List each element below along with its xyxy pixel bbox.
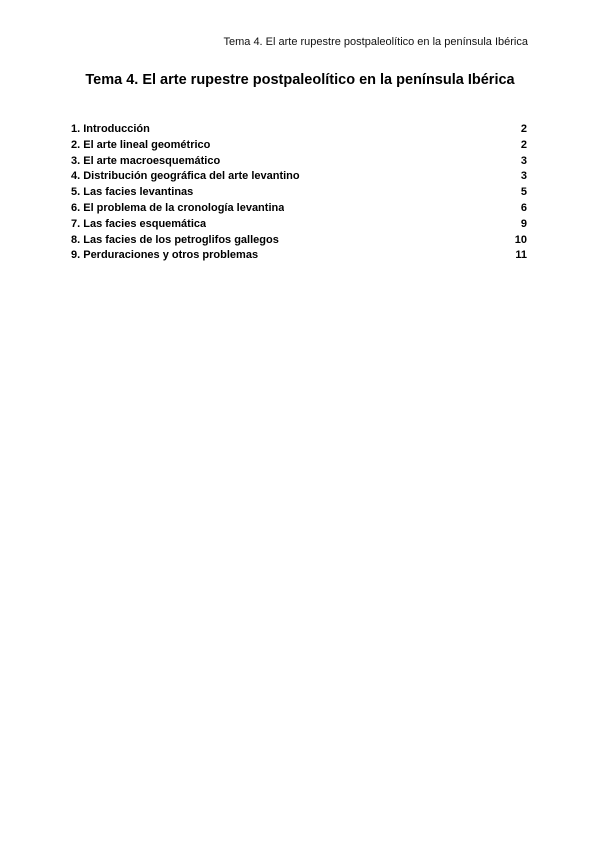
toc-entry-label: 5. Las facies levantinas <box>71 186 194 199</box>
toc-entry-label: 1. Introducción <box>71 123 150 135</box>
toc-entry-label: 9. Perduraciones y otros problemas <box>71 249 259 262</box>
toc-entry-label: 7. Las facies esquemática <box>71 217 207 230</box>
page-title: Tema 4. El arte rupestre postpaleolítico en la península Ibérica <box>85 72 515 88</box>
toc-entry-introduccion[interactable] <box>71 123 527 139</box>
toc-entry-page: 3 <box>520 154 527 167</box>
toc-entry-page: 2 <box>520 138 527 151</box>
toc-entry-arte-macroesquematico[interactable] <box>71 155 527 171</box>
toc-entry-label: 2. El arte lineal geométrico <box>71 138 211 151</box>
toc-entry-page: 6 <box>520 201 527 214</box>
toc-entry-page: 5 <box>520 186 527 199</box>
table-of-contents <box>71 123 527 265</box>
toc-entry-facies-esquematica[interactable] <box>71 218 527 234</box>
toc-entry-label: 6. El problema de la cronología levantina <box>71 201 285 214</box>
toc-entry-label: 3. El arte macroesquemático <box>71 154 221 167</box>
toc-entry-petroglifos-gallegos[interactable] <box>71 234 527 250</box>
toc-entry-cronologia-levantina[interactable] <box>71 202 527 218</box>
toc-entry-page: 9 <box>520 217 527 230</box>
toc-entry-page: 2 <box>520 123 527 135</box>
toc-entry-page: 3 <box>520 170 527 183</box>
running-header: Tema 4. El arte rupestre postpaleolítico en la península Ibérica <box>223 36 528 48</box>
toc-entry-perduraciones[interactable] <box>71 249 527 265</box>
toc-entry-label: 8. Las facies de los petroglifos gallegos <box>71 233 279 246</box>
toc-entry-distribucion-geografica[interactable] <box>71 170 527 186</box>
toc-entry-arte-lineal-geometrico[interactable] <box>71 139 527 155</box>
toc-entry-facies-levantinas[interactable] <box>71 186 527 202</box>
toc-entry-page: 10 <box>514 233 527 246</box>
toc-entry-page: 11 <box>515 249 527 262</box>
toc-entry-label: 4. Distribución geográfica del arte levantino <box>71 170 300 183</box>
